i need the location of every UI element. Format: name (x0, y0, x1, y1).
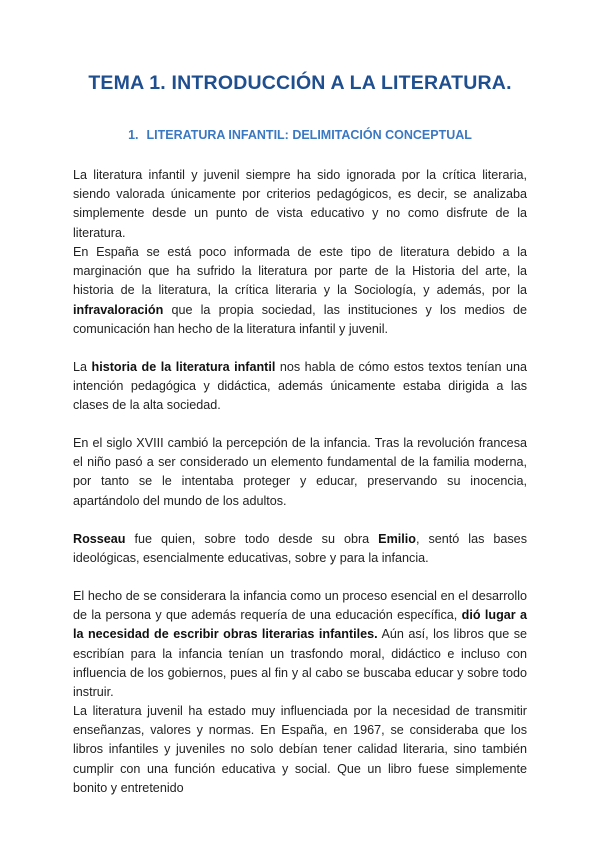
text-run: fue quien, sobre todo desde su obra (125, 532, 379, 546)
text-run: que la propia sociedad, las instituciones y los medios de comunicación han hecho de la literatura infantil y juvenil. (73, 302, 527, 336)
bold-text-run: Emilio (378, 532, 416, 546)
text-run: La literatura infantil y juvenil siempre ha sido ignorada por la crítica literaria, siendo valorada únicamente por criterios pedagógicos, es decir, se analizaba simplemente desde un punto de vista educativo y no como disfrute de la literatura. (73, 168, 527, 240)
text-run: La (73, 360, 92, 374)
text-run: nos habla de cómo estos textos tenían una intención pedagógica y didáctica, además únicamente estaba dirigida a las clases de la alta sociedad. (73, 360, 527, 413)
text-run: En España se está poco informada de este tipo de literatura debido a la marginación que ha sufrido la literatura por parte de la Historia del arte, la historia de la literatura, la crítica literaria y la Sociología, y además, por la (73, 245, 527, 298)
bold-text-run: Rosseau (73, 532, 126, 546)
document-title: TEMA 1. INTRODUCCIÓN A LA LITERATURA. (88, 72, 512, 94)
bold-text-run: infravaloración (73, 302, 164, 317)
bold-text-run: dió lugar a la necesidad de escribir obras literarias infantiles. (73, 608, 528, 642)
paragraph-3 (73, 358, 527, 416)
paragraph-7 (73, 702, 527, 798)
paragraph-4 (73, 434, 527, 511)
text-run: En el siglo XVIII cambió la percepción de la infancia. Tras la revolución francesa el niño pasó a ser considerado un elemento fundamental de la familia moderna, por tanto se le intentaba proteger y educar, preservando su inocencia, apartándolo del mundo de los adultos. (73, 436, 527, 508)
section-number: 1. (128, 128, 139, 142)
paragraph-5 (73, 530, 527, 568)
paragraph-1 (73, 166, 527, 243)
text-run: La literatura juvenil ha estado muy influenciada por la necesidad de transmitir enseñanzas, valores y normas. En España, en 1967, se consideraba que los libros infantiles y juveniles no solo debían tener calidad literaria, sino también cumplir con una función educativa y social. Que un libro fuese simplemente bonito y entretenido (73, 704, 527, 795)
section-heading-text: LITERATURA INFANTIL: DELIMITACIÓN CONCEPTUAL (146, 128, 472, 142)
paragraph-6 (73, 587, 527, 702)
bold-text-run: historia de la literatura infantil (91, 360, 276, 374)
text-run: , sentó las bases ideológicas, esencialmente educativas, sobre y para la infancia. (73, 532, 527, 566)
text-run: Aún así, los libros que se escribían para la infancia tenían un trasfondo moral, didáctico e incluso con influencia de los gobiernos, pues al fin y al cabo se buscaba educar y sobre todo instruir. (73, 627, 527, 700)
text-run: El hecho de se considerara la infancia como un proceso esencial en el desarrollo de la persona y que además requería de una educación específica, (73, 589, 527, 623)
section-heading (0, 128, 600, 142)
paragraph-2 (73, 243, 527, 339)
